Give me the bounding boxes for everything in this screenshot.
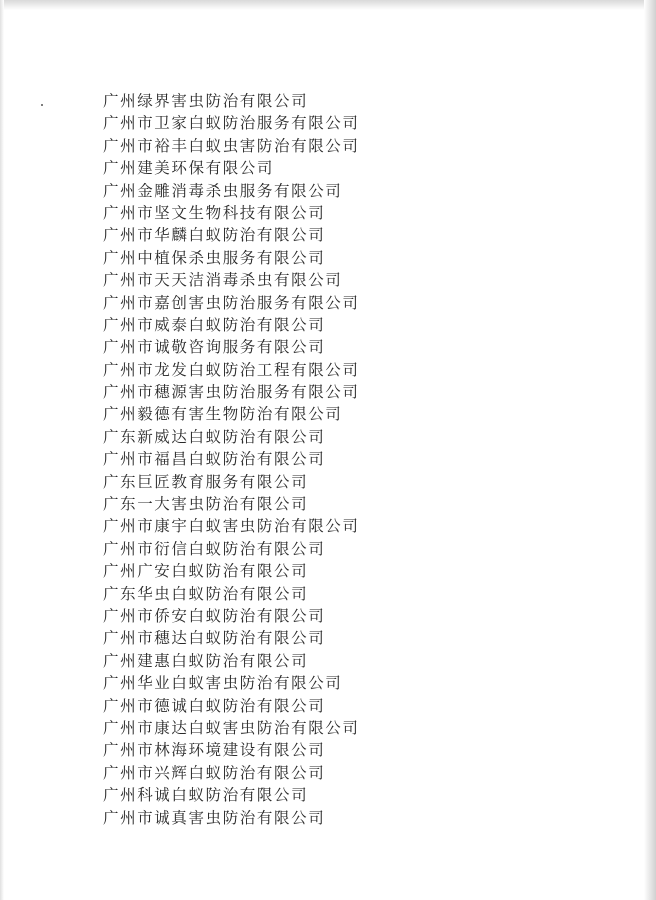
company-name: 广州华业白蚁害虫防治有限公司 <box>103 674 343 693</box>
company-name: 广州绿界害虫防治有限公司 <box>103 92 309 110</box>
company-name: 广州建美环保有限公司 <box>103 159 275 178</box>
company-name: 广州毅德有害生物防治有限公司 <box>103 405 343 424</box>
company-name: 广州市康达白蚁害虫防治有限公司 <box>103 718 360 737</box>
company-name: 广州市康宇白蚁害虫防治有限公司 <box>103 517 360 536</box>
company-name: 广州市威泰白蚁防治有限公司 <box>103 315 326 334</box>
company-name: 广州广安白蚁防治有限公司 <box>103 562 309 581</box>
company-name: 广州市福昌白蚁防治有限公司 <box>103 450 326 469</box>
company-name: 广州市裕丰白蚁虫害防治有限公司 <box>103 136 360 155</box>
company-name: 广东华虫白蚁防治有限公司 <box>103 584 309 603</box>
company-name: 广州市坚文生物科技有限公司 <box>103 203 326 222</box>
company-name: 广州市卫家白蚁防治服务有限公司 <box>103 114 360 133</box>
stray-mark <box>41 104 43 106</box>
company-name: 广东新威达白蚁防治有限公司 <box>103 427 326 446</box>
company-list <box>103 90 360 829</box>
company-name: 广州市穗源害虫防治服务有限公司 <box>103 383 360 402</box>
company-name: 广州市华麟白蚁防治有限公司 <box>103 226 326 245</box>
company-name: 广州中植保杀虫服务有限公司 <box>103 248 326 267</box>
company-name: 广州市龙发白蚁防治工程有限公司 <box>103 360 360 379</box>
company-name: 广州建惠白蚁防治有限公司 <box>103 651 309 670</box>
scan-edge-right <box>644 0 656 900</box>
company-name: 广州市德诚白蚁防治有限公司 <box>103 696 326 715</box>
company-name: 广州市诚真害虫防治有限公司 <box>103 808 326 827</box>
company-name: 广州市兴辉白蚁防治有限公司 <box>103 763 326 782</box>
company-name: 广州市侨安白蚁防治有限公司 <box>103 606 326 625</box>
scan-edge-left <box>0 0 4 900</box>
company-name: 广州市林海环境建设有限公司 <box>103 741 326 760</box>
company-name: 广东巨匠教育服务有限公司 <box>103 472 309 491</box>
scan-edge-top <box>0 0 656 10</box>
company-name: 广州金雕消毒杀虫服务有限公司 <box>103 181 343 200</box>
company-name: 广东一大害虫防治有限公司 <box>103 495 309 514</box>
company-name: 广州市诚敬咨询服务有限公司 <box>103 338 326 357</box>
company-name: 广州市穗达白蚁防治有限公司 <box>103 629 326 648</box>
company-name: 广州市天天洁消毒杀虫有限公司 <box>103 271 343 290</box>
company-name: 广州市衍信白蚁防治有限公司 <box>103 539 326 558</box>
company-name: 广州科诚白蚁防治有限公司 <box>103 786 309 805</box>
company-name: 广州市嘉创害虫防治服务有限公司 <box>103 293 360 312</box>
